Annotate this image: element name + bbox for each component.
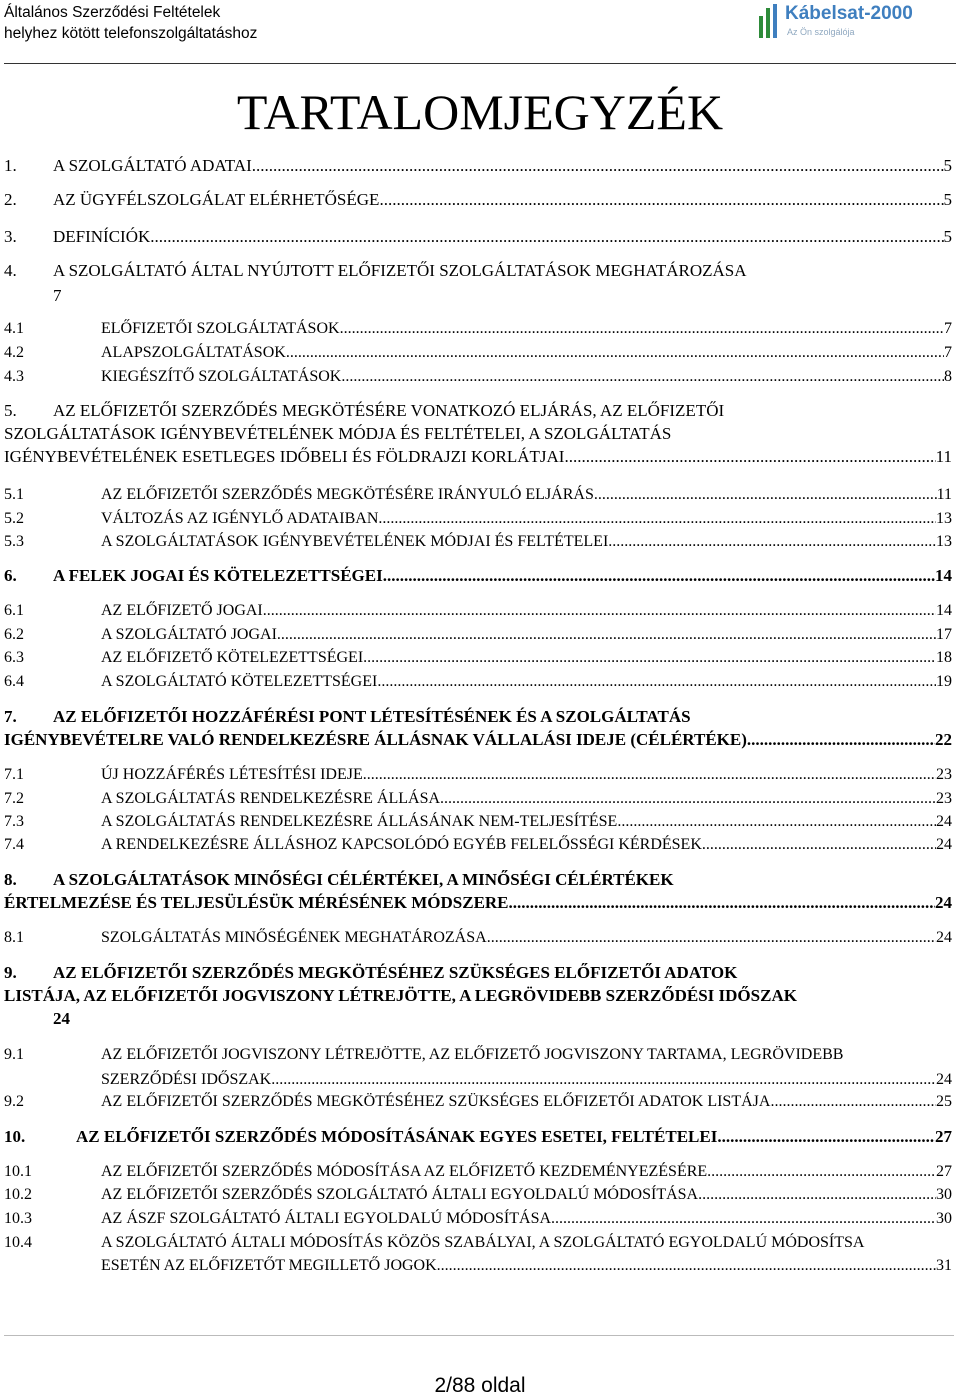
toc-entry-title: A SZOLGÁLTATÓ ÁLTAL NYÚJTOTT ELŐFIZETŐI SZOLGÁLTATÁSOK MEGHATÁROZÁSA: [53, 261, 747, 280]
toc-entry-6[interactable]: [4, 564, 952, 587]
toc-entry-7[interactable]: [4, 705, 952, 751]
toc-entry-page: 14: [936, 602, 952, 619]
toc-entry-7-3[interactable]: [4, 811, 952, 832]
toc-entry-page: 24: [936, 836, 952, 853]
toc-entry-number: 7.1: [4, 766, 24, 783]
toc-entry-page: 24: [936, 929, 952, 946]
toc-entry-page: 11: [935, 447, 952, 466]
toc-entry-page: 25: [936, 1093, 952, 1110]
toc-entry-title: A SZOLGÁLTATÁS RENDELKEZÉSRE ÁLLÁSÁNAK NEM-TELJESÍTÉSE: [101, 813, 618, 830]
toc-entry-title: AZ ELŐFIZETŐ JOGAI: [101, 602, 263, 619]
toc-entry-page: 30: [936, 1186, 952, 1203]
toc-entry-1[interactable]: [4, 154, 952, 177]
toc-entry-number: 6.3: [4, 649, 24, 666]
toc-entry-page: 22: [935, 730, 952, 749]
toc-entry-number: 4.: [4, 261, 17, 280]
toc-entry-6-3[interactable]: [4, 647, 952, 668]
toc-entry-title-line2: IGÉNYBEVÉTELRE VALÓ RENDELKEZÉSRE ÁLLÁSNAK VÁLLALÁSI IDEJE (CÉLÉRTÉKE): [4, 730, 747, 749]
toc-entry-number: 6.4: [4, 673, 24, 690]
toc-entry-page: 30: [936, 1210, 952, 1227]
toc-entry-9-1[interactable]: [4, 1044, 952, 1090]
toc-entry-page: 24: [936, 813, 952, 830]
toc-entry-number: 3.: [4, 227, 17, 246]
toc-entry-2[interactable]: [4, 188, 952, 211]
toc-entry-page: 24: [53, 1009, 70, 1028]
toc-entry-title: AZ ELŐFIZETŐI SZERZŐDÉS MÓDOSÍTÁSÁNAK EGYES ESETEI, FELTÉTELEI: [76, 1127, 718, 1146]
toc-entry-4-2[interactable]: [4, 342, 952, 363]
toc-entry-6-4[interactable]: [4, 671, 952, 692]
toc-entry-title-line3: IGÉNYBEVÉTELÉNEK ESETLEGES IDŐBELI ÉS FÖLDRAJZI KORLÁTJAI: [4, 447, 565, 466]
toc-entry-title: SZOLGÁLTATÁS MINŐSÉGÉNEK MEGHATÁROZÁSA: [101, 929, 487, 946]
toc-entry-title: AZ ELŐFIZETŐI SZERZŐDÉS MEGKÖTÉSÉRE IRÁNYULÓ ELJÁRÁS: [101, 486, 594, 503]
toc-entry-number: 4.2: [4, 344, 24, 361]
toc-entry-page: 13: [936, 533, 952, 550]
toc-entry-title: AZ ELŐFIZETŐI SZERZŐDÉS MEGKÖTÉSÉHEZ SZÜKSÉGES ELŐFIZETŐI ADATOK LISTÁJA: [101, 1093, 771, 1110]
toc-entry-number: 10.1: [4, 1163, 32, 1180]
header-divider: [4, 63, 956, 64]
toc-entry-title: A FELEK JOGAI ÉS KÖTELEZETTSÉGEI: [53, 566, 383, 585]
toc-entry-5-3[interactable]: [4, 531, 952, 552]
toc-entry-page: 19: [936, 673, 952, 690]
toc-entry-page: 7: [944, 320, 952, 337]
toc-entry-number: 5.3: [4, 533, 24, 550]
toc-entry-page: 11: [936, 486, 952, 503]
toc-entry-title: A SZOLGÁLTATÓ ADATAI: [53, 156, 252, 175]
toc-entry-number: 4.3: [4, 368, 24, 385]
toc-entry-number: 8.: [4, 870, 17, 889]
toc-entry-5-1[interactable]: [4, 484, 952, 505]
toc-entry-page: 5: [943, 156, 952, 175]
toc-entry-number: 2.: [4, 190, 17, 209]
toc-entry-10-1[interactable]: [4, 1161, 952, 1182]
toc-entry-page: 7: [53, 286, 62, 305]
toc-entry-9[interactable]: [4, 961, 952, 1030]
toc-entry-number: 10.2: [4, 1186, 32, 1203]
toc-entry-number: 1.: [4, 156, 17, 175]
toc-entry-title-line1: A SZOLGÁLTATÓ ÁLTALI MÓDOSÍTÁS KÖZÖS SZABÁLYAI, A SZOLGÁLTATÓ EGYOLDALÚ MÓDOSÍTSA: [101, 1234, 865, 1251]
toc-entry-title-line2: ESETÉN AZ ELŐFIZETŐT MEGILLETŐ JOGOK: [101, 1257, 437, 1274]
footer-divider: [4, 1335, 954, 1336]
toc-entry-title: VÁLTOZÁS AZ IGÉNYLŐ ADATAIBAN: [101, 510, 379, 527]
toc-entry-title-line2: LISTÁJA, AZ ELŐFIZETŐI JOGVISZONY LÉTREJÖTTE, A LEGRÖVIDEBB SZERZŐDÉSI IDŐSZAK: [4, 986, 797, 1005]
logo-tagline: Az Ön szolgálója: [787, 27, 855, 37]
toc-entry-title-line2: SZOLGÁLTATÁSOK IGÉNYBEVÉTELÉNEK MÓDJA ÉS FELTÉTELEI, A SZOLGÁLTATÁS: [4, 424, 672, 443]
toc-entry-9-2[interactable]: [4, 1091, 952, 1112]
toc-entry-page: 23: [936, 790, 952, 807]
toc-entry-8[interactable]: [4, 868, 952, 914]
toc-entry-7-2[interactable]: [4, 788, 952, 809]
toc-entry-page: 7: [944, 344, 952, 361]
toc-entry-title-line1: AZ ELŐFIZETŐI JOGVISZONY LÉTREJÖTTE, AZ ELŐFIZETŐ JOGVISZONY TARTAMA, LEGRÖVIDEBB: [101, 1046, 844, 1063]
toc-entry-title-line1: AZ ELŐFIZETŐI SZERZŐDÉS MEGKÖTÉSÉRE VONATKOZÓ ELJÁRÁS, AZ ELŐFIZETŐI: [53, 401, 725, 420]
toc-entry-page: 5: [943, 190, 952, 209]
toc-entry-6-1[interactable]: [4, 600, 952, 621]
toc-entry-page: 18: [936, 649, 952, 666]
toc-entry-8-1[interactable]: [4, 927, 952, 948]
toc-entry-number: 6.: [4, 566, 17, 585]
toc-entry-title: AZ ELŐFIZETŐI SZERZŐDÉS MÓDOSÍTÁSA AZ ELŐFIZETŐ KEZDEMÉNYEZÉSÉRE: [101, 1163, 708, 1180]
toc-entry-number: 7.4: [4, 836, 24, 853]
toc-entry-title: A SZOLGÁLTATÁS RENDELKEZÉSRE ÁLLÁSA: [101, 790, 441, 807]
toc-entry-title: AZ ÜGYFÉLSZOLGÁLAT ELÉRHETŐSÉGE: [53, 190, 380, 209]
toc-entry-title: DEFINÍCIÓK: [53, 227, 151, 246]
toc-entry-page: 5: [943, 227, 952, 246]
toc-entry-page: 27: [935, 1127, 952, 1146]
toc-entry-page: 8: [944, 368, 952, 385]
toc-entry-title: A SZOLGÁLTATÓ KÖTELEZETTSÉGEI: [101, 673, 378, 690]
toc-entry-number: 9.: [4, 963, 17, 982]
toc-entry-10-3[interactable]: [4, 1208, 952, 1229]
toc-entry-6-2[interactable]: [4, 624, 952, 645]
toc-entry-3[interactable]: [4, 225, 952, 248]
header-title-line1: Általános Szerződési Feltételek: [4, 4, 221, 21]
toc-entry-7-4[interactable]: [4, 834, 952, 855]
toc-entry-number: 10.3: [4, 1210, 32, 1227]
toc-entry-title: ALAPSZOLGÁLTATÁSOK: [101, 344, 286, 361]
logo-name: Kábelsat-2000: [785, 3, 913, 24]
toc-entry-title: AZ ELŐFIZETŐI SZERZŐDÉS SZOLGÁLTATÓ ÁLTALI EGYOLDALÚ MÓDOSÍTÁSA: [101, 1186, 699, 1203]
toc-entry-4-3[interactable]: [4, 366, 952, 387]
toc-entry-number: 5.1: [4, 486, 24, 503]
toc-entry-4-1[interactable]: [4, 318, 952, 339]
toc-entry-number: 10.: [4, 1127, 26, 1146]
toc-entry-page: 24: [935, 893, 952, 912]
toc-entry-4[interactable]: [4, 259, 952, 305]
toc-entry-number: 7.2: [4, 790, 24, 807]
toc-entry-5[interactable]: [4, 399, 952, 468]
toc-entry-title: ELŐFIZETŐI SZOLGÁLTATÁSOK: [101, 320, 340, 337]
toc-entry-10-2[interactable]: [4, 1184, 952, 1205]
toc-entry-number: 9.2: [4, 1093, 24, 1110]
toc-entry-title-line1: AZ ELŐFIZETŐI SZERZŐDÉS MEGKÖTÉSÉHEZ SZÜKSÉGES ELŐFIZETŐI ADATOK: [53, 963, 738, 982]
toc-entry-title: AZ ÁSZF SZOLGÁLTATÓ ÁLTALI EGYOLDALÚ MÓDOSÍTÁSA: [101, 1210, 552, 1227]
toc-entry-10-4[interactable]: [4, 1232, 952, 1276]
toc-entry-number: 9.1: [4, 1046, 24, 1063]
toc-entry-title-line2: ÉRTELMEZÉSE ÉS TELJESÜLÉSÜK MÉRÉSÉNEK MÓDSZERE: [4, 893, 509, 912]
toc-entry-title-line2: SZERZŐDÉSI IDŐSZAK: [101, 1071, 272, 1088]
toc-entry-title: A SZOLGÁLTATÓ JOGAI: [101, 626, 277, 643]
toc-entry-number: 7.: [4, 707, 17, 726]
toc-entry-title: KIEGÉSZÍTŐ SZOLGÁLTATÁSOK: [101, 368, 342, 385]
page-indicator: 2/88 oldal: [434, 1374, 526, 1397]
document-header: [4, 2, 257, 44]
toc-entry-title: ÚJ HOZZÁFÉRÉS LÉTESÍTÉSI IDEJE: [101, 766, 363, 783]
toc-entry-page: 24: [936, 1071, 952, 1088]
toc-entry-page: 14: [935, 566, 952, 585]
toc-entry-number: 5.2: [4, 510, 24, 527]
toc-entry-page: 31: [936, 1257, 952, 1274]
toc-entry-number: 5.: [4, 401, 17, 420]
toc-entry-7-1[interactable]: [4, 764, 952, 785]
toc-entry-number: 4.1: [4, 320, 24, 337]
toc-entry-page: 27: [936, 1163, 952, 1180]
company-logo: [757, 2, 957, 42]
toc-title: TARTALOMJEGYZÉK: [236, 84, 724, 140]
logo-mark-icon: [757, 2, 781, 42]
header-title-line2: helyhez kötött telefonszolgáltatáshoz: [4, 25, 258, 42]
toc-entry-number: 10.4: [4, 1234, 32, 1251]
toc-entry-title-line1: AZ ELŐFIZETŐI HOZZÁFÉRÉSI PONT LÉTESÍTÉSÉNEK ÉS A SZOLGÁLTATÁS: [53, 707, 691, 726]
toc-entry-10[interactable]: [4, 1125, 952, 1148]
toc-entry-number: 6.2: [4, 626, 24, 643]
toc-entry-number: 8.1: [4, 929, 24, 946]
toc-entry-title: A RENDELKEZÉSRE ÁLLÁSHOZ KAPCSOLÓDÓ EGYÉB FELELŐSSÉGI KÉRDÉSEK: [101, 836, 702, 853]
toc-entry-page: 17: [936, 626, 952, 643]
toc-entry-page: 23: [936, 766, 952, 783]
toc-entry-page: 13: [936, 510, 952, 527]
toc-entry-title: A SZOLGÁLTATÁSOK IGÉNYBEVÉTELÉNEK MÓDJAI ÉS FELTÉTELEI: [101, 533, 609, 550]
toc-entry-5-2[interactable]: [4, 508, 952, 529]
toc-entry-title: AZ ELŐFIZETŐ KÖTELEZETTSÉGEI: [101, 649, 364, 666]
toc-entry-number: 7.3: [4, 813, 24, 830]
toc-entry-title-line1: A SZOLGÁLTATÁSOK MINŐSÉGI CÉLÉRTÉKEI, A MINŐSÉGI CÉLÉRTÉKEK: [53, 870, 674, 889]
toc-entry-number: 6.1: [4, 602, 24, 619]
